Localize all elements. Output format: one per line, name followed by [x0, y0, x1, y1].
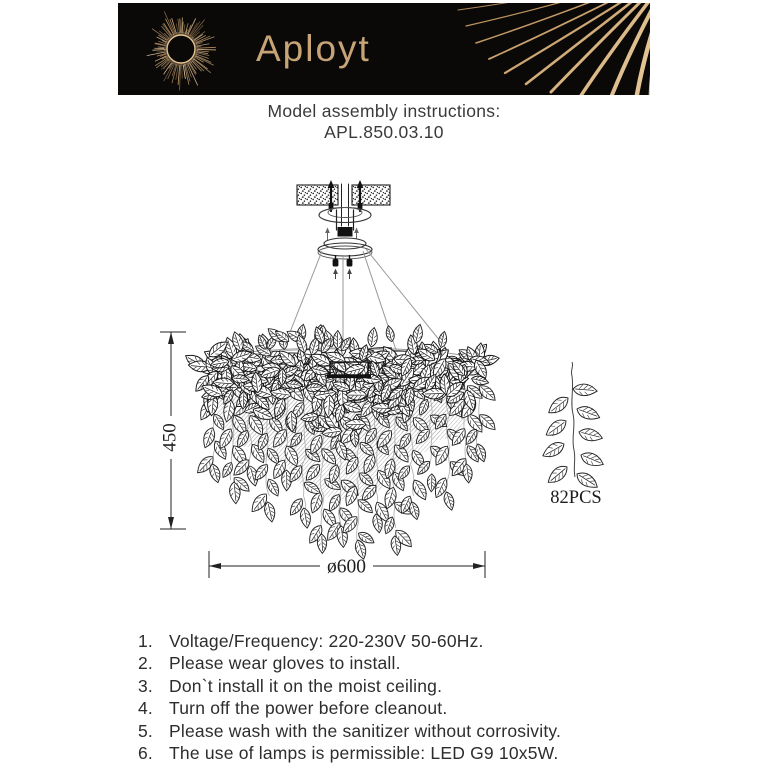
item-number: 5.	[138, 720, 153, 741]
instruction-item	[138, 675, 658, 697]
height-label: 450	[159, 423, 181, 452]
item-text: Don`t install it on the moist ceiling.	[169, 675, 443, 696]
ceiling-mount-drawing	[297, 180, 390, 240]
diameter-label: ø600	[327, 556, 366, 578]
pieces-label: 82PCS	[550, 488, 602, 508]
instruction-item	[138, 697, 658, 719]
title-block	[0, 101, 768, 142]
sun-rays-icon	[458, 3, 650, 95]
item-number: 6.	[138, 743, 153, 764]
height-dimension	[160, 332, 187, 529]
instruction-item	[138, 652, 658, 674]
item-text: The use of lamps is permissible: LED G9 10x5W.	[169, 743, 559, 764]
canopy-drawing	[283, 238, 449, 361]
page-title: Model assembly instructions:	[267, 101, 501, 121]
banner-art	[118, 3, 650, 95]
model-number: APL.850.03.10	[324, 121, 444, 142]
starburst-logo-icon	[147, 11, 216, 90]
item-number: 3.	[138, 675, 153, 696]
leaf-strand-detail	[540, 362, 605, 508]
instruction-item	[138, 720, 658, 742]
brand-banner	[118, 3, 650, 95]
brand-wordmark: Aployt	[256, 28, 371, 69]
assembly-diagram	[0, 168, 768, 600]
item-number: 2.	[138, 653, 153, 674]
diameter-dimension	[209, 551, 485, 578]
instruction-item	[138, 742, 658, 764]
item-number: 4.	[138, 698, 153, 719]
chandelier-drawing	[183, 323, 500, 560]
item-text: Please wash with the sanitizer without corrosivity.	[169, 720, 562, 741]
item-text: Please wear gloves to install.	[169, 653, 401, 674]
cable-connector-icon	[347, 259, 353, 267]
item-number: 1.	[138, 631, 153, 651]
instruction-item	[138, 630, 658, 652]
cable-connector-icon	[333, 259, 339, 267]
item-text: Turn off the power before cleanout.	[169, 698, 448, 719]
item-text: Voltage/Frequency: 220-230V 50-60Hz.	[169, 631, 484, 651]
instructions-list	[138, 630, 658, 764]
